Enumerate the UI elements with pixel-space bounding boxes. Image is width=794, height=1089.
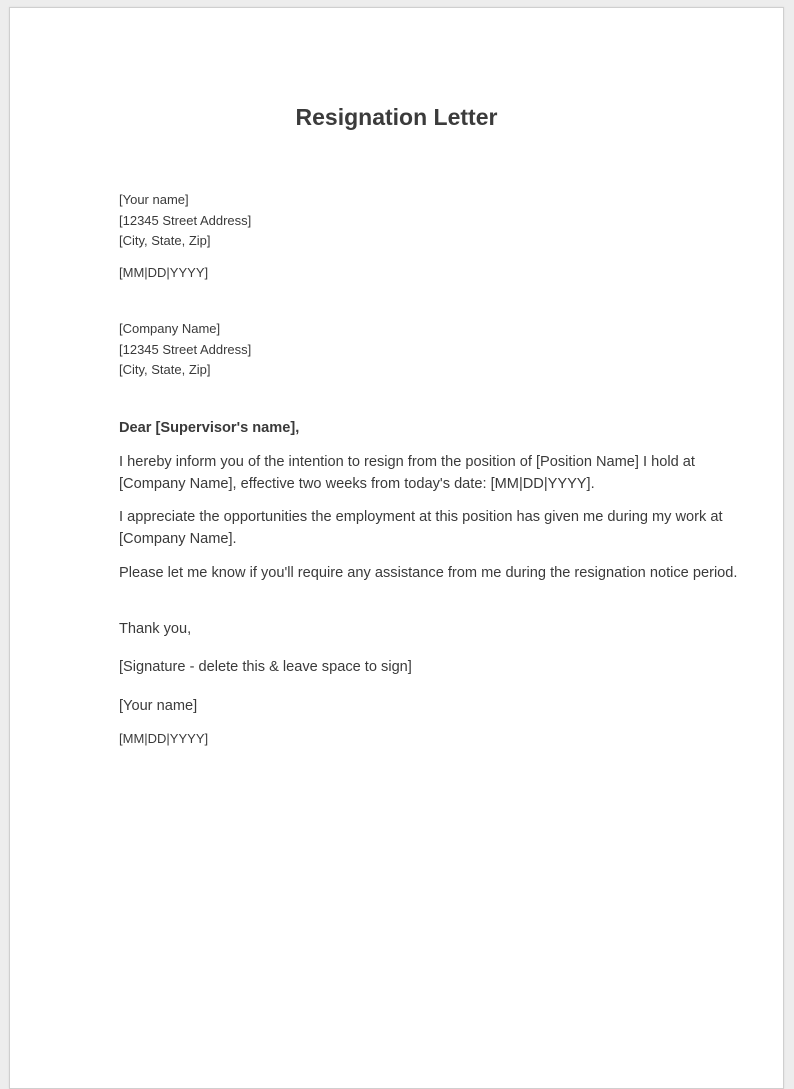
recipient-city: [City, State, Zip] (119, 362, 211, 377)
paragraph-assistance: Please let me know if you'll require any assistance from me during the resignation notice period. (119, 565, 738, 581)
recipient-company: [Company Name] (119, 321, 221, 336)
signoff-name: [Your name] (119, 698, 198, 714)
sender-name: [Your name] (119, 192, 189, 207)
recipient-address-block (119, 319, 251, 381)
signature-placeholder: [Signature - delete this & leave space to sign] (119, 659, 412, 675)
paragraph-intent: I hereby inform you of the intention to resign from the position of [Position Name] I hold at [Company Name], effective two weeks from today's date: [MM|DD|YYYY]. (119, 454, 695, 492)
sender-city: [City, State, Zip] (119, 233, 211, 248)
paragraph-appreciation: I appreciate the opportunities the employment at this position has given me during my work at [Company Name]. (119, 509, 723, 547)
sender-address-block (119, 190, 251, 252)
greeting: Dear [Supervisor's name], (119, 420, 300, 436)
page-title: Resignation Letter (295, 104, 498, 130)
recipient-street: [12345 Street Address] (119, 341, 252, 357)
closing: Thank you, (119, 621, 192, 637)
letter-date: [MM|DD|YYYY] (119, 265, 209, 280)
signoff-date: [MM|DD|YYYY] (119, 731, 209, 746)
sender-street: [12345 Street Address] (119, 212, 252, 228)
letter-page (9, 7, 784, 1089)
